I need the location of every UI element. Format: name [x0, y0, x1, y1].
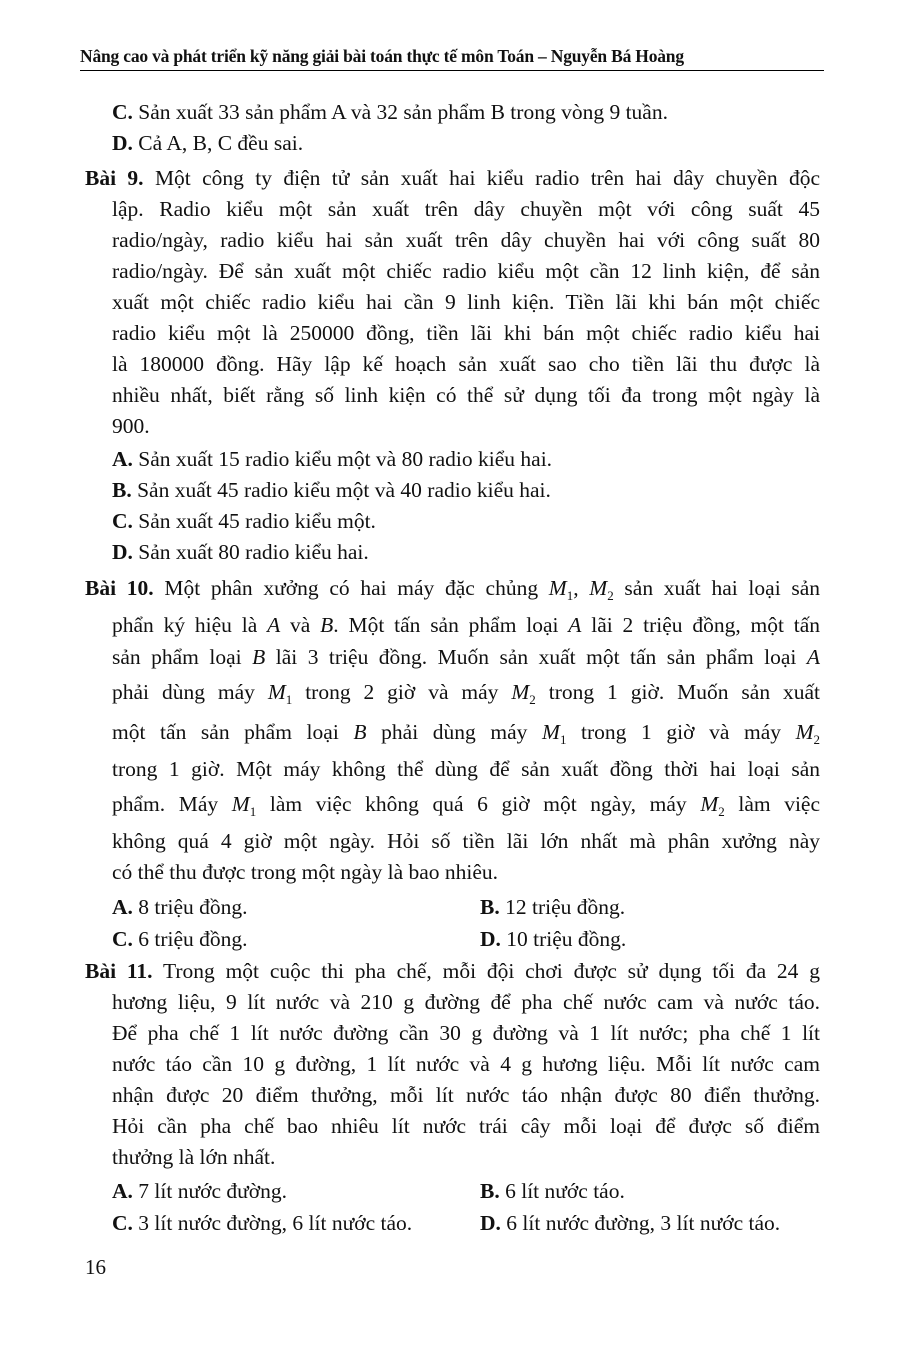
bai10-line-4	[112, 679, 820, 713]
bai9-option-b	[112, 477, 551, 503]
bai11-line-4: nước táo cần 10 g đường, 1 lít nước và 4 g hương liệu. Mỗi lít nước cam	[112, 1052, 820, 1076]
option-text: 3 lít nước đường, 6 lít nước táo.	[138, 1211, 413, 1235]
math-m2	[589, 576, 614, 603]
var-a: A	[267, 613, 281, 637]
bai9-line-8: nhiều nhất, biết rằng số linh kiện có thể sử dụng tối đa trong một ngày là	[112, 383, 820, 407]
bai9-line-4: radio/ngày. Để sản xuất một chiếc radio kiểu một cần 12 linh kiện, để sản	[112, 259, 820, 283]
text: sản xuất hai loại sản	[624, 576, 821, 600]
var-b: B	[353, 720, 367, 744]
text: phải dùng máy	[112, 680, 255, 704]
bai10-line-8: không quá 4 giờ một ngày. Hỏi số tiền lãi lớn nhất mà phân xưởng này	[112, 829, 820, 853]
question-label: Bài 11.	[85, 959, 153, 983]
option-text: Cả A, B, C đều sai.	[138, 131, 304, 155]
bai10-line-5	[112, 719, 820, 753]
option-letter: C.	[112, 1211, 133, 1235]
option-text: 7 lít nước đường.	[138, 1179, 288, 1203]
m: M	[542, 720, 560, 744]
bai10-line-3	[112, 644, 820, 670]
math-m1	[548, 576, 574, 603]
header-rule	[80, 70, 824, 71]
text: sản phẩm loại	[112, 645, 242, 669]
bai10-line-7	[112, 791, 820, 825]
option-text: Sản xuất 15 radio kiểu một và 80 radio kiểu hai.	[138, 447, 553, 471]
sub: 2	[718, 804, 725, 819]
text: lãi 3 triệu đồng. Muốn sản xuất một tấn sản phẩm loại	[275, 645, 797, 669]
bai11-line-3: Để pha chế 1 lít nước đường cần 30 g đường và 1 lít nước; pha chế 1 lít	[112, 1021, 820, 1045]
bai11-option-b	[480, 1178, 625, 1204]
bai10-option-b	[480, 894, 625, 920]
option-text: Sản xuất 80 radio kiểu hai.	[138, 540, 369, 564]
text: trong 2 giờ và máy	[305, 680, 499, 704]
m: M	[589, 576, 608, 600]
option-c-prev	[112, 99, 668, 125]
sub: 1	[566, 588, 574, 603]
bai9-line-1	[85, 165, 820, 191]
text: Một phân xưởng có hai máy đặc chủng	[164, 576, 539, 600]
math-m2	[795, 720, 821, 747]
option-letter: B.	[480, 1179, 500, 1203]
math-m2	[511, 680, 536, 707]
option-letter: A.	[112, 447, 133, 471]
option-letter: D.	[480, 1211, 501, 1235]
bai10-option-c	[112, 926, 248, 952]
option-letter: A.	[112, 895, 133, 919]
sub: 2	[813, 732, 821, 747]
math-m2	[700, 792, 725, 819]
bai10-line-1	[85, 575, 820, 609]
option-d-prev	[112, 130, 303, 156]
option-letter: B.	[112, 478, 132, 502]
m: M	[231, 792, 250, 816]
option-text: Sản xuất 45 radio kiểu một và 40 radio kiểu hai.	[137, 478, 551, 502]
text: làm việc	[738, 792, 821, 816]
option-text: Sản xuất 45 radio kiểu một.	[138, 509, 376, 533]
option-letter: D.	[480, 927, 501, 951]
option-letter: C.	[112, 100, 133, 124]
bai11-line-6: Hỏi cần pha chế bao nhiêu lít nước trái cây mỗi loại để được số điểm	[112, 1114, 820, 1138]
bai9-option-c	[112, 508, 376, 534]
bai9-line-9: 900.	[112, 414, 150, 438]
bai9-line-7: là 180000 đồng. Hãy lập kế hoạch sản xuất sao cho tiền lãi thu được là	[112, 352, 820, 376]
text: và	[290, 613, 311, 637]
bai9-option-a	[112, 446, 552, 472]
option-text: 10 triệu đồng.	[506, 927, 627, 951]
question-text: Một công ty điện tử sản xuất hai kiểu radio trên hai dây chuyền độc	[154, 166, 821, 190]
bai11-line-5: nhận được 20 điểm thưởng, mỗi lít nước táo nhận được 80 điển thưởng.	[112, 1083, 820, 1107]
bai9-line-2: lập. Radio kiểu một sản xuất trên dây chuyền một với công suất 45	[112, 197, 820, 221]
text: trong 1 giờ. Muốn sản xuất	[548, 680, 821, 704]
sub: 1	[559, 732, 567, 747]
sub: 1	[285, 692, 293, 707]
text: phẩn ký hiệu là	[112, 613, 258, 637]
bai9-line-5: xuất một chiếc radio kiểu hai cần 9 linh kiện. Tiền lãi khi bán một chiếc	[112, 290, 820, 314]
var-a: A	[568, 613, 582, 637]
option-letter: D.	[112, 540, 133, 564]
option-letter: C.	[112, 927, 133, 951]
comma: ,	[573, 576, 579, 600]
math-m1	[267, 680, 293, 707]
sub: 1	[249, 804, 257, 819]
running-header: Nâng cao và phát triển kỹ năng giải bài toán thực tế môn Toán – Nguyễn Bá Hoàng	[80, 46, 684, 66]
bai11-option-d	[480, 1210, 780, 1236]
m: M	[700, 792, 719, 816]
option-letter: D.	[112, 131, 133, 155]
option-letter: C.	[112, 509, 133, 533]
question-label: Bài 10.	[85, 576, 154, 600]
m: M	[548, 576, 567, 600]
text: một tấn sản phẩm loại	[112, 720, 339, 744]
text: lãi 2 triệu đồng, một tấn	[591, 613, 821, 637]
question-label: Bài 9.	[85, 166, 144, 190]
option-letter: A.	[112, 1179, 133, 1203]
option-text: 6 lít nước đường, 3 lít nước táo.	[506, 1211, 781, 1235]
question-text: Trong một cuộc thi pha chế, mỗi đội chơi được sử dụng tối đa 24 g	[162, 959, 820, 983]
option-letter: B.	[480, 895, 500, 919]
bai11-line-1	[85, 958, 820, 984]
text: phải dùng máy	[381, 720, 528, 744]
bai10-option-a	[112, 894, 248, 920]
sub: 2	[529, 692, 536, 707]
var-a: A	[806, 645, 821, 669]
bai11-line-7: thưởng là lớn nhất.	[112, 1145, 276, 1169]
var-b: B	[252, 645, 266, 669]
bai11-option-c	[112, 1210, 412, 1236]
bai9-line-6: radio kiểu một là 250000 đồng, tiền lãi khi bán một chiếc radio kiểu hai	[112, 321, 820, 345]
bai11-option-a	[112, 1178, 287, 1204]
bai11-line-2: hương liệu, 9 lít nước và 210 g đường để pha chế nước cam và nước táo.	[112, 990, 820, 1014]
text: trong 1 giờ và máy	[581, 720, 781, 744]
option-text: 12 triệu đồng.	[505, 895, 626, 919]
bai10-line-6: trong 1 giờ. Một máy không thể dùng để sản xuất đồng thời hai loại sản	[112, 757, 820, 781]
math-m1	[231, 792, 257, 819]
option-text: 6 lít nước táo.	[505, 1179, 625, 1203]
option-text: 6 triệu đồng.	[138, 927, 248, 951]
page-number: 16	[85, 1255, 106, 1279]
text: phẩm. Máy	[112, 792, 219, 816]
bai9-line-3: radio/ngày, radio kiểu hai sản xuất trên dây chuyền hai với công suất 80	[112, 228, 820, 252]
text: . Một tấn sản phẩm loại	[333, 613, 559, 637]
bai9-option-d	[112, 539, 369, 565]
sub: 2	[607, 588, 614, 603]
option-text: Sản xuất 33 sản phẩm A và 32 sản phẩm B trong vòng 9 tuần.	[138, 100, 668, 124]
var-b: B	[320, 613, 334, 637]
bai10-line-2	[112, 612, 820, 638]
text: làm việc không quá 6 giờ một ngày, máy	[269, 792, 687, 816]
m: M	[795, 720, 814, 744]
math-m1	[542, 720, 567, 747]
bai10-option-d	[480, 926, 626, 952]
bai10-line-9: có thể thu được trong một ngày là bao nhiêu.	[112, 860, 499, 884]
option-text: 8 triệu đồng.	[138, 895, 248, 919]
m: M	[511, 680, 530, 704]
m: M	[267, 680, 286, 704]
